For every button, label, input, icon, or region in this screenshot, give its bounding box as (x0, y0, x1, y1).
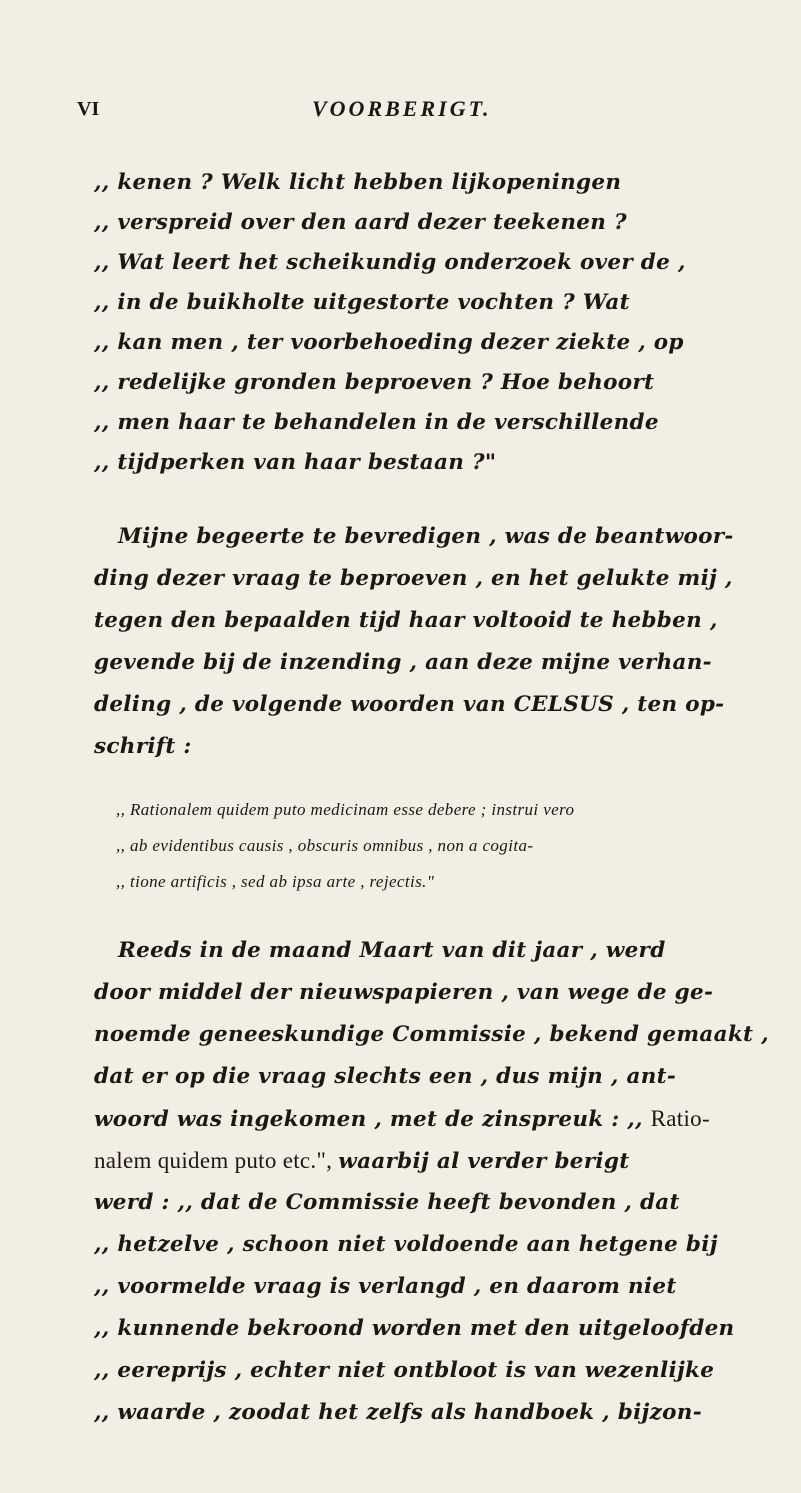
text-line: ,, voormelde vraag is verlangd , en daarom niet (94, 1274, 677, 1299)
text-line: ,, eereprijs , echter niet ontbloot is van wezenlijke (94, 1358, 715, 1383)
text-segment: woord was ingekomen , met de zinspreuk : ,, (94, 1107, 651, 1132)
page-number: VI (77, 98, 100, 120)
text-line: ,, Wat leert het scheikundig onderzoek over de , (94, 250, 686, 275)
page-header (0, 98, 801, 134)
running-head: VOORBERIGT. (312, 96, 492, 121)
text-line: ,, waarde , zoodat het zelfs als handboek , bijzon- (94, 1400, 702, 1425)
text-segment-roman: nalem quidem puto etc.", (94, 1148, 339, 1173)
text-line (94, 1148, 629, 1174)
text-line: ding dezer vraag te beproeven , en het gelukte mij , (94, 566, 733, 591)
text-line: ,, kan men , ter voorbehoeding dezer ziekte , op (94, 330, 684, 355)
text-line: ,, kunnende bekroond worden met den uitgeloofden (94, 1316, 735, 1341)
text-line: ,, hetzelve , schoon niet voldoende aan hetgene bij (94, 1232, 718, 1257)
text-line: door middel der nieuwspapieren , van wege de ge- (94, 980, 714, 1005)
text-line: ,, men haar te behandelen in de verschillende (94, 410, 659, 435)
text-line: schrift : (94, 734, 192, 759)
text-segment: waarbij al verder berigt (338, 1149, 630, 1174)
text-line: werd : ,, dat de Commissie heeft bevonden , dat (94, 1190, 680, 1215)
text-line: tegen den bepaalden tijd haar voltooid te hebben , (94, 608, 718, 633)
text-line: noemde geneeskundige Commissie , bekend gemaakt , (94, 1022, 769, 1047)
text-line: Reeds in de maand Maart van dit jaar , werd (118, 938, 666, 963)
motto-line: ,, ab evidentibus causis , obscuris omnibus , non a cogita- (116, 836, 534, 855)
motto-line: ,, tione artificis , sed ab ipsa arte , rejectis." (116, 872, 435, 891)
text-segment-roman: Ratio- (650, 1106, 710, 1131)
text-line: Mijne begeerte te bevredigen , was de beantwoor- (118, 524, 734, 549)
motto-line: ,, Rationalem quidem puto medicinam esse debere ; instrui vero (116, 800, 575, 819)
text-line: ,, tijdperken van haar bestaan ?" (94, 450, 497, 475)
text-line: ,, in de buikholte uitgestorte vochten ? Wat (94, 290, 630, 315)
text-line: ,, kenen ? Welk licht hebben lijkopeningen (94, 170, 622, 195)
text-line (94, 1106, 710, 1132)
text-line: dat er op die vraag slechts een , dus mijn , ant- (94, 1064, 677, 1089)
text-line: ,, verspreid over den aard dezer teekenen ? (94, 210, 627, 235)
text-line: ,, redelijke gronden beproeven ? Hoe behoort (94, 370, 655, 395)
text-line: deling , de volgende woorden van CELSUS , ten op- (94, 692, 725, 717)
text-line: gevende bij de inzending , aan deze mijne verhan- (94, 650, 712, 675)
